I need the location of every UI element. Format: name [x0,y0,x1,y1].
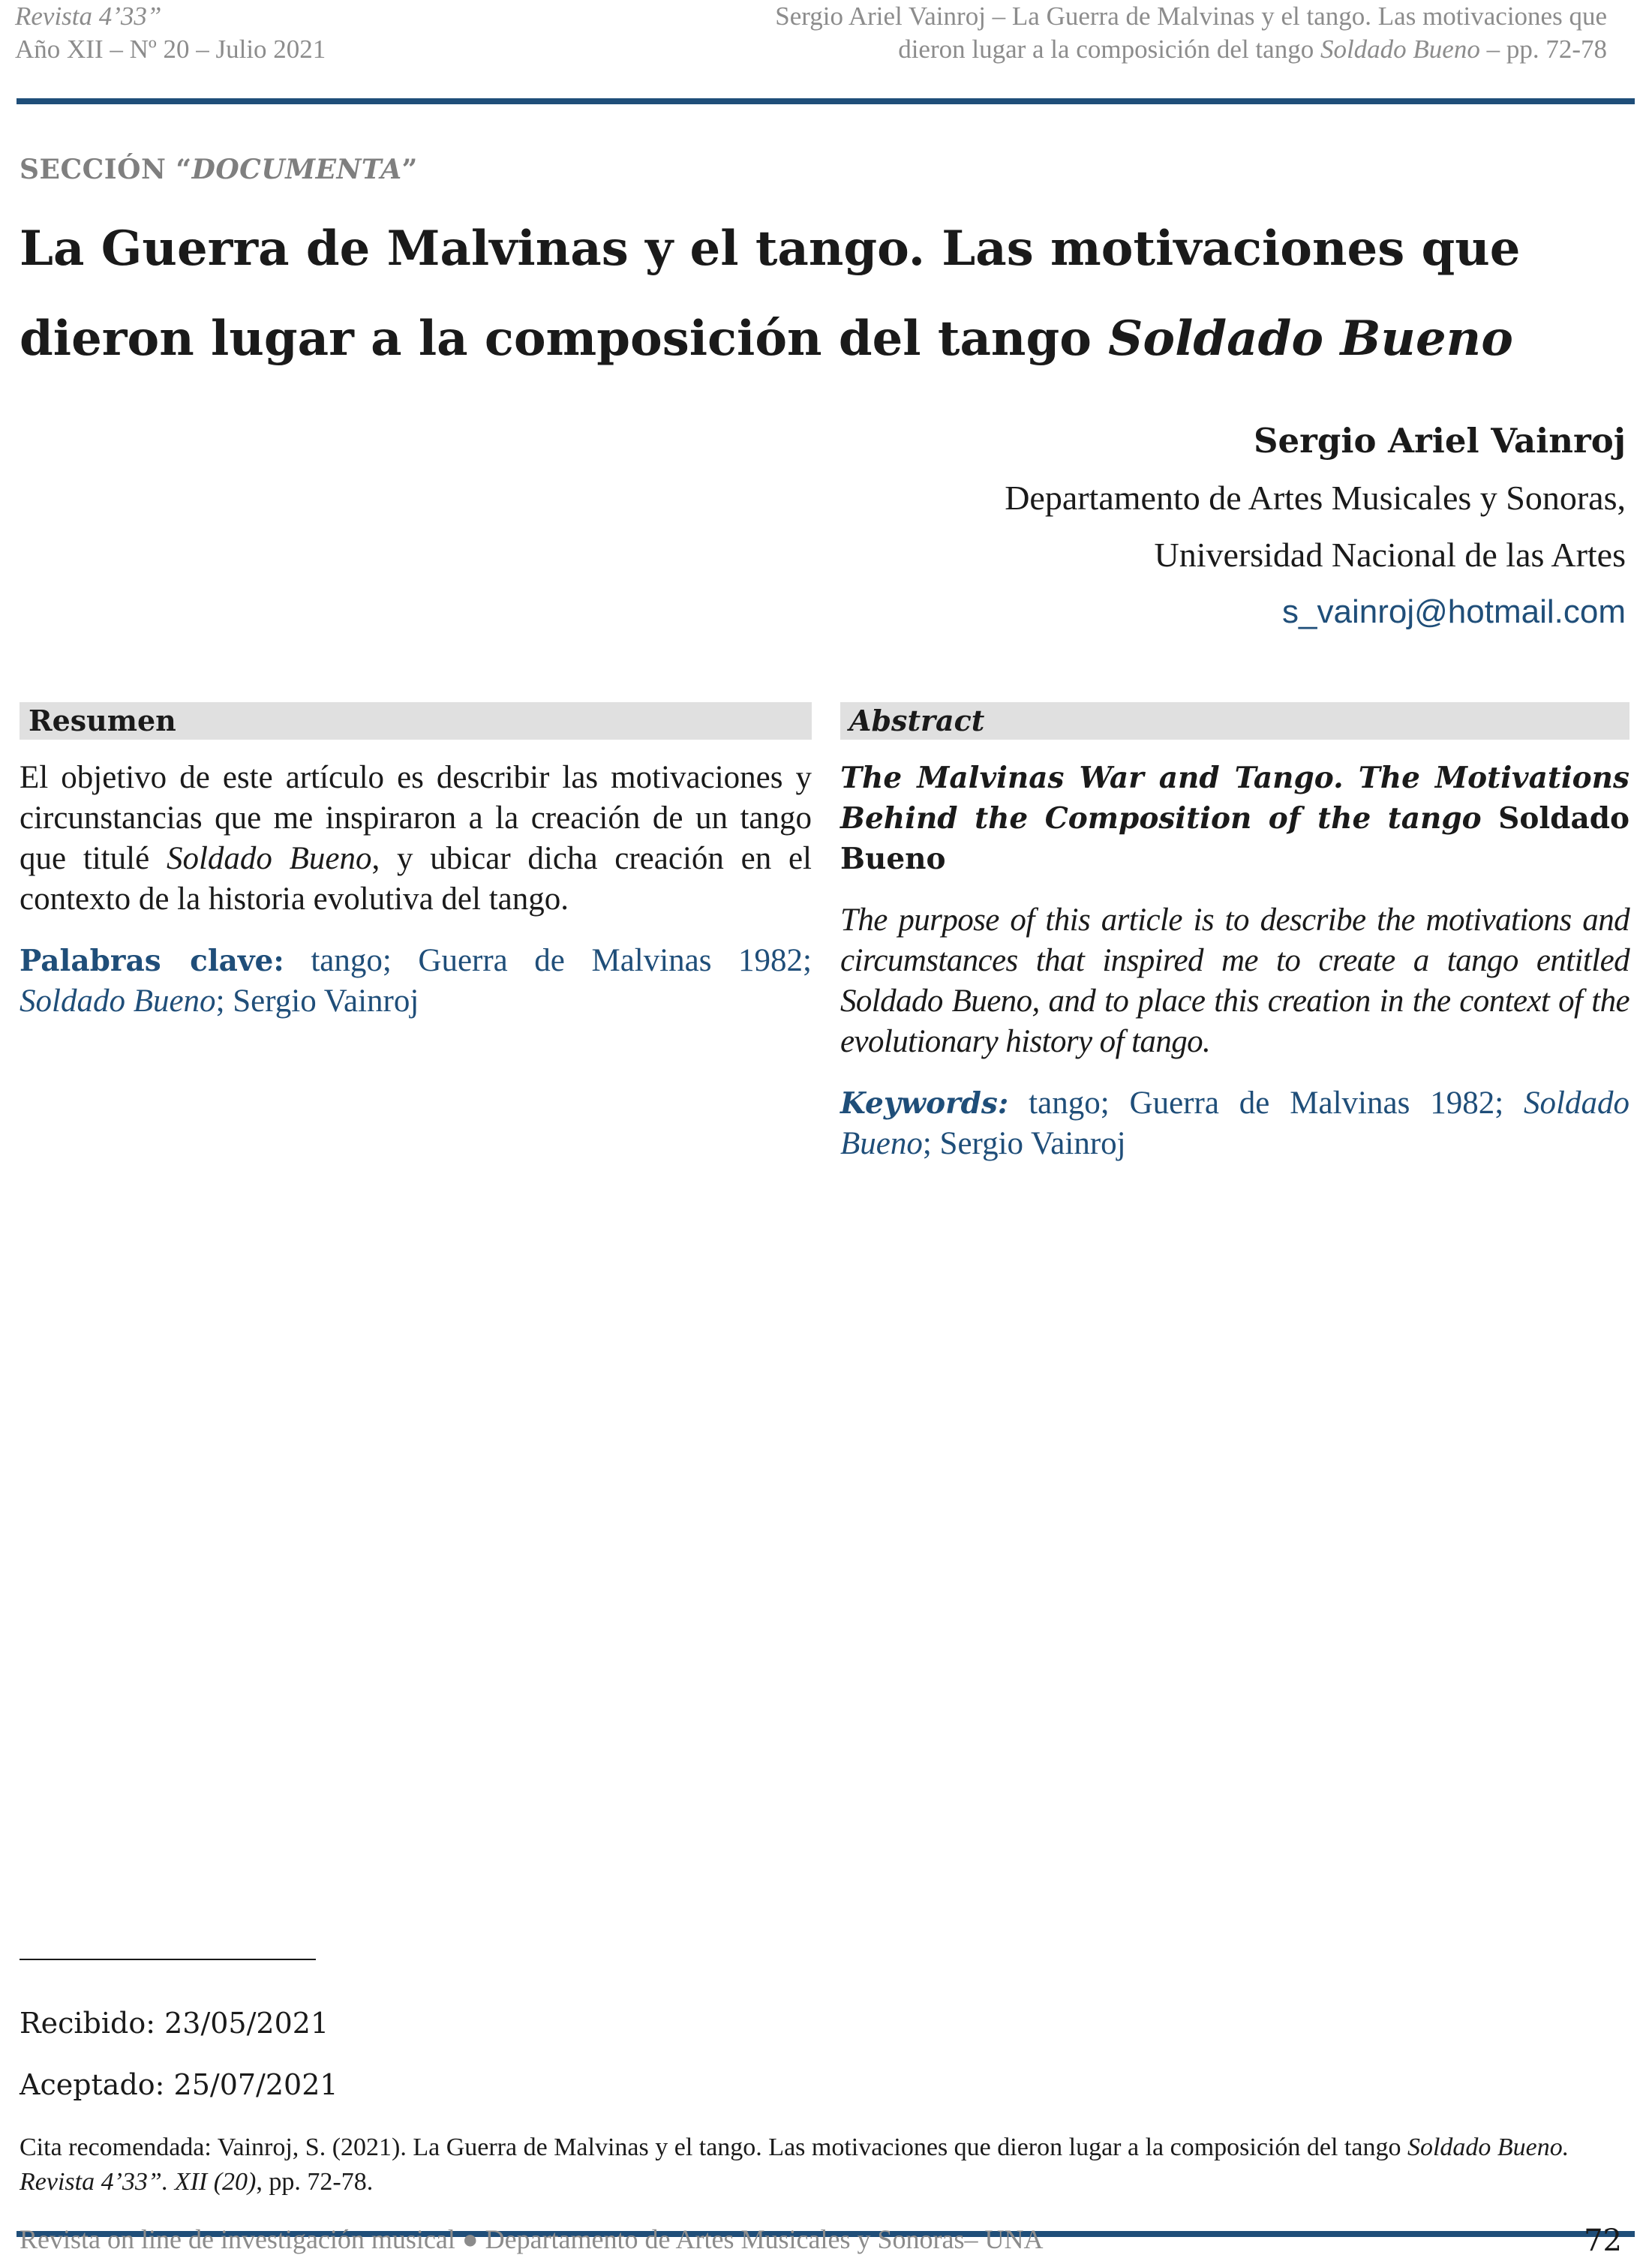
page-number: 72 [1584,2223,1622,2258]
abstract-body [840,758,1629,1164]
footnote-rule [20,1959,316,1960]
footer-text: Revista on line de investigación musical ● Departamento de Artes Musicales y Sonoras– UNA [20,2224,1044,2254]
author-name: Sergio Ariel Vainroj [1254,421,1626,461]
resumen-keywords: Palabras clave: tango; Guerra de Malvinas 1982; Soldado Bueno; Sergio Vainroj [20,943,812,1019]
running-header-left [15,0,326,66]
running-header-right [775,0,1607,66]
article-title: La Guerra de Malvinas y el tango. Las motivaciones que dieron lugar a la composición del tango Soldado Bueno [20,221,1521,367]
section-label: SECCIÓN “DOCUMENTA” [20,154,418,185]
abstract-text: The purpose of this article is to describe the motivations and circumstances that inspired me to create a tango entitled Soldado Bueno, and to place this creation in the context of the evolutionary history of tango. [840,902,1629,1059]
running-title-line1: Sergio Ariel Vainroj – La Guerra de Malvinas y el tango. Las motivaciones que [775,2,1607,31]
author-email[interactable]: s_vainroj@hotmail.com [1282,593,1626,630]
abstract-heading: Abstract [840,702,1629,740]
resumen-heading: Resumen [20,702,812,740]
resumen-body [20,758,812,1022]
running-title-line2: dieron lugar a la composición del tango Soldado Bueno – pp. 72-78 [898,35,1607,64]
issue-info: Año XII – Nº 20 – Julio 2021 [15,35,326,64]
accepted-date: Aceptado: 25/07/2021 [20,2068,338,2101]
received-date: Recibido: 23/05/2021 [20,2007,329,2040]
header-rule [17,98,1635,104]
journal-name: Revista 4’33” [15,2,162,31]
author-university: Universidad Nacional de las Artes [1154,536,1626,574]
resumen-text: El objetivo de este artículo es describir las motivaciones y circunstancias que me inspiraron a la creación de un tango que titulé Soldado Bueno, y ubicar dicha creación en el contexto de la historia evolutiva del tango. [20,760,812,917]
recommended-citation: Cita recomendada: Vainroj, S. (2021). La Guerra de Malvinas y el tango. Las motivaciones que dieron lugar a la composición del tango Soldado Bueno. Revista 4’33”. XII (20), pp. 72-78. [20,2133,1569,2196]
abstract-title: The Malvinas War and Tango. The Motivations Behind the Composition of the tango Soldado Bueno [840,761,1629,876]
author-department: Departamento de Artes Musicales y Sonoras, [1005,479,1626,517]
abstract-keywords: Keywords: tango; Guerra de Malvinas 1982; Soldado Bueno; Sergio Vainroj [840,1085,1629,1161]
author-block [1005,413,1626,641]
